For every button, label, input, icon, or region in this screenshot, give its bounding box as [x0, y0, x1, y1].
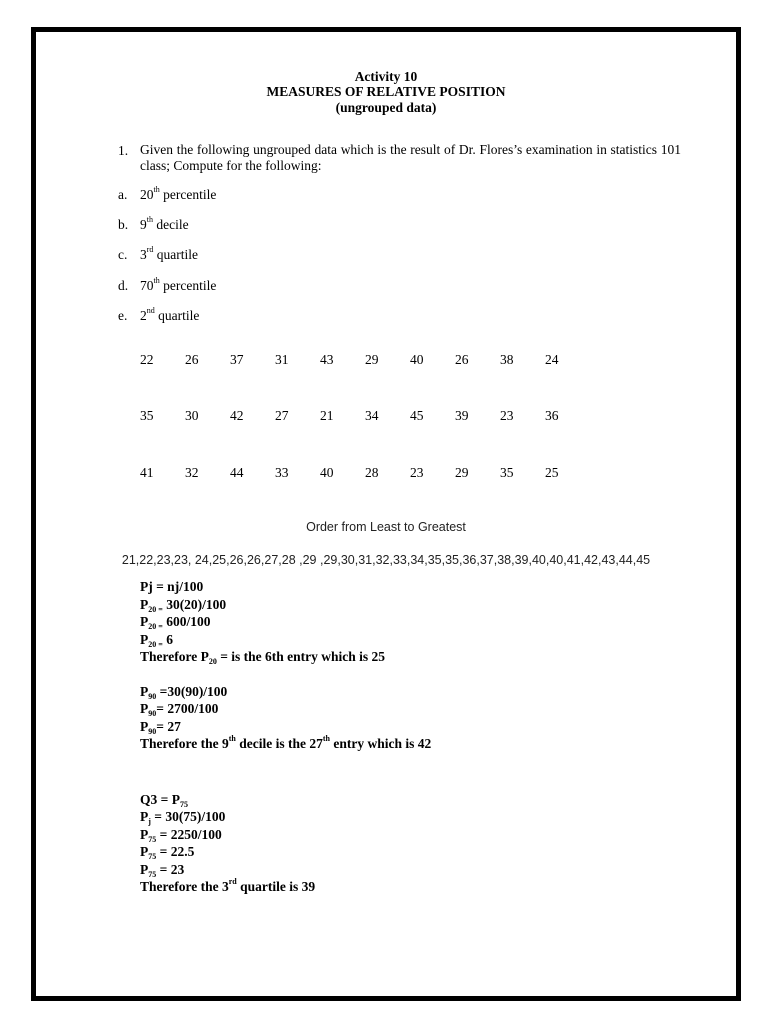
data-row	[140, 352, 590, 368]
p20-step-1: $P_{20 =}$ 30(20)/100	[140, 597, 227, 614]
q3-step-3: $P_{75} = 2250/100$	[140, 827, 222, 844]
data-cell: 35	[140, 408, 154, 423]
data-cell: 23	[410, 465, 424, 480]
data-cell: 23	[500, 408, 514, 423]
data-cell: 25	[545, 465, 559, 480]
p20-step-2: $P_{20 =}$ 600/100	[140, 614, 211, 631]
data-cell: 27	[275, 408, 289, 423]
p20-step-3: $P_{20 =}$ 6	[140, 632, 173, 649]
item-text: 3rd quartile	[140, 245, 199, 262]
p20-conclusion: Therefore $P_{20}$ = is the 6th entry which is 25	[140, 649, 386, 666]
p90-conclusion: Therefore the 9th decile is the 27th entry which is 42	[140, 734, 432, 751]
data-row	[140, 465, 590, 481]
data-cell: 22	[140, 352, 154, 367]
item-letter: e.	[118, 308, 128, 323]
formula-line: Pj = nj/100	[140, 579, 204, 594]
data-cell: 29	[455, 465, 469, 480]
p90-step-1: $P_{90} =30(90)/100$	[140, 684, 228, 701]
data-cell: 36	[545, 408, 559, 423]
document-page	[31, 27, 741, 1001]
activity-heading: MEASURES OF RELATIVE POSITION	[266, 84, 506, 99]
item-letter: b.	[118, 217, 129, 232]
activity-title: Activity 10	[354, 69, 418, 84]
data-cell: 26	[185, 352, 199, 367]
data-cell: 43	[320, 352, 334, 367]
activity-subheading: (ungrouped data)	[335, 100, 437, 115]
data-cell: 30	[185, 408, 199, 423]
data-cell: 21	[320, 408, 334, 423]
item-text: 2nd quartile	[140, 306, 200, 323]
data-cell: 38	[500, 352, 514, 367]
data-row	[140, 408, 590, 424]
data-cell: 26	[455, 352, 469, 367]
data-cell: 44	[230, 465, 244, 480]
data-cell: 40	[320, 465, 334, 480]
data-cell: 41	[140, 465, 154, 480]
item-letter: a.	[118, 187, 128, 202]
data-cell: 33	[275, 465, 289, 480]
data-cell: 35	[500, 465, 514, 480]
q3-step-4: $P_{75} = 22.5$	[140, 844, 195, 861]
data-cell: 28	[365, 465, 379, 480]
order-heading: Order from Least to Greatest	[306, 520, 466, 534]
data-cell: 40	[410, 352, 424, 367]
item-text: 20th percentile	[140, 185, 217, 202]
data-cell: 34	[365, 408, 379, 423]
q3-conclusion: Therefore the 3rd quartile is 39	[140, 877, 316, 894]
data-cell: 29	[365, 352, 379, 367]
data-cell: 39	[455, 408, 469, 423]
q3-step-1: $Q3 = P_{75}$	[140, 792, 188, 809]
q3-step-5: $P_{75} = 23$	[140, 862, 185, 879]
q3-step-2: $P_j = 30(75)/100$	[140, 809, 226, 826]
item-letter: c.	[118, 247, 128, 262]
p90-step-3: $P_{90}= 27$	[140, 719, 181, 736]
data-cell: 37	[230, 352, 244, 367]
ordered-list: 21,22,23,23, 24,25,26,26,27,28 ,29 ,29,30,31,32,33,34,35,35,36,37,38,39,40,40,41,42,43,44,45	[121, 553, 651, 567]
item-letter: d.	[118, 278, 129, 293]
data-cell: 31	[275, 352, 289, 367]
data-cell: 45	[410, 408, 424, 423]
data-cell: 42	[230, 408, 244, 423]
data-cell: 32	[185, 465, 199, 480]
item-text: 70th percentile	[140, 276, 217, 293]
question-number: 1.	[118, 143, 129, 158]
question-text: Given the following ungrouped data which is the result of Dr. Flores’s examination in statistics 101 class; Compute for the following:	[140, 142, 681, 173]
p90-step-2: $P_{90}= 2700/100$	[140, 701, 219, 718]
data-cell: 24	[545, 352, 559, 367]
item-text: 9th decile	[140, 215, 189, 232]
